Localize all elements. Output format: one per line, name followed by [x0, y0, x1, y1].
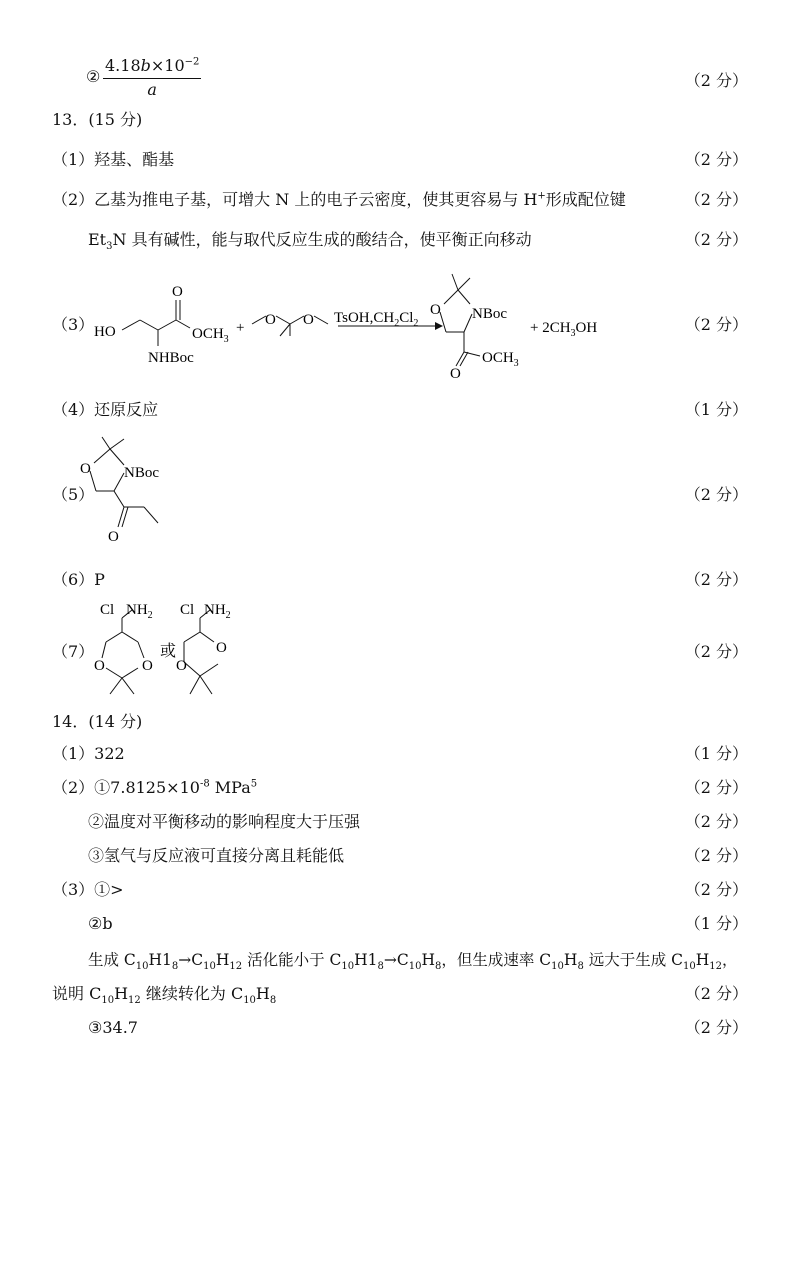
- svg-text:Cl: Cl: [100, 602, 115, 618]
- svg-text:O: O: [216, 640, 227, 656]
- svg-text:O: O: [303, 312, 314, 328]
- score: （2 分）: [684, 812, 748, 831]
- score: （1 分）: [684, 400, 748, 419]
- q14-part3c: 生成 $C_{10}H1_8\to C_{10}H_{12}$ 活化能小于 $C_{10}H1_8\to C_{10}H_8$，但生成速率 $C_{10}H_8$ 远大于生成 $C_{10}H_{12}$，: [88, 951, 738, 973]
- svg-text:OCH3: $OCH_3$: [482, 350, 519, 369]
- svg-text:O: O: [176, 658, 187, 674]
- q14-part3a: （3）①>: [52, 880, 124, 899]
- score: （2 分）: [684, 778, 748, 797]
- score: （2 分）: [684, 150, 748, 169]
- q13-part2: （2）乙基为推电子基，可增大 N 上的电子云密度，使其更容易与 H+形成配位键: [52, 190, 626, 209]
- svg-text:NBoc: NBoc: [472, 306, 507, 322]
- svg-text:O: O: [142, 658, 153, 674]
- reaction-scheme: [90, 270, 630, 390]
- svg-text:OCH3: $OCH_3$: [192, 326, 229, 345]
- svg-text:O: O: [265, 312, 276, 328]
- score: （2 分）: [684, 315, 748, 334]
- q14-part1: （1）322: [52, 744, 125, 763]
- svg-text:NHBoc: NHBoc: [148, 350, 194, 366]
- svg-text:NH2: $NH_2$: [126, 602, 153, 621]
- q13-part6: （6）P: [52, 570, 105, 589]
- svg-text:O: O: [108, 529, 119, 545]
- q14-part3b: ②b: [88, 914, 113, 933]
- score: （2 分）: [684, 230, 748, 249]
- score: （2 分）: [684, 984, 748, 1003]
- score: （2 分）: [684, 846, 748, 865]
- q13-part4: （4）还原反应: [52, 400, 159, 419]
- q13-part3-label: （3）: [52, 315, 95, 334]
- q14-part3e: ③34.7: [88, 1018, 138, 1037]
- q14-part2c: ③氢气与反应液可直接分离且耗能低: [88, 846, 345, 865]
- svg-text:TsOH,CH2Cl2: $TsOH,CH_2Cl_2$: [334, 310, 419, 329]
- score: （2 分）: [684, 1018, 748, 1037]
- fraction-expression: $\frac{4.18b\times 10^{-2}}{a}$: [105, 56, 200, 99]
- svg-text:NBoc: NBoc: [124, 465, 159, 481]
- score: （2 分）: [684, 642, 748, 661]
- q14-part2b: ②温度对平衡移动的影响程度大于压强: [88, 812, 361, 831]
- score: （2 分）: [684, 485, 748, 504]
- svg-text:+ 2CH3OH: + $2CH_3OH$: [530, 320, 598, 339]
- fraction-denominator: a: [147, 80, 157, 99]
- svg-text:O: O: [172, 284, 183, 300]
- score: （1 分）: [684, 744, 748, 763]
- score: （1 分）: [684, 914, 748, 933]
- svg-text:Cl: Cl: [180, 602, 195, 618]
- q13-part5-label: （5）: [52, 485, 95, 504]
- score: （2 分）: [684, 570, 748, 589]
- question-13-header: 13．(15 分): [52, 110, 143, 129]
- q13-part1: （1）羟基、酯基: [52, 150, 175, 169]
- svg-text:O: O: [450, 366, 461, 382]
- svg-text:NH2: $NH_2$: [204, 602, 231, 621]
- svg-text:O: O: [430, 302, 441, 318]
- svg-text:HO: HO: [94, 324, 116, 340]
- svg-text:O: O: [80, 461, 91, 477]
- q14-part2a: $(2)①7.8125\times 10^{-8}$ MPa$^5$: [52, 778, 258, 797]
- q13-part7-label: （7）: [52, 642, 95, 661]
- q14-part3d: 说明 $C_{10}H_{12}$ 继续转化为 $C_{10}H_8$: [52, 984, 277, 1007]
- circle-two: ②: [86, 67, 101, 86]
- svg-text:或: 或: [160, 643, 177, 660]
- structure-5: [80, 435, 220, 555]
- svg-text:O: O: [94, 658, 105, 674]
- q13-part2b: $Et_3N$ 具有碱性，能与取代反应生成的酸结合，使平衡正向移动: [88, 230, 532, 253]
- score: （2 分）: [684, 71, 748, 90]
- score: （2 分）: [684, 880, 748, 899]
- structure-7: [88, 596, 258, 706]
- score: （2 分）: [684, 190, 748, 209]
- question-14-header: 14．(14 分): [52, 712, 143, 731]
- svg-text:+: +: [236, 320, 245, 336]
